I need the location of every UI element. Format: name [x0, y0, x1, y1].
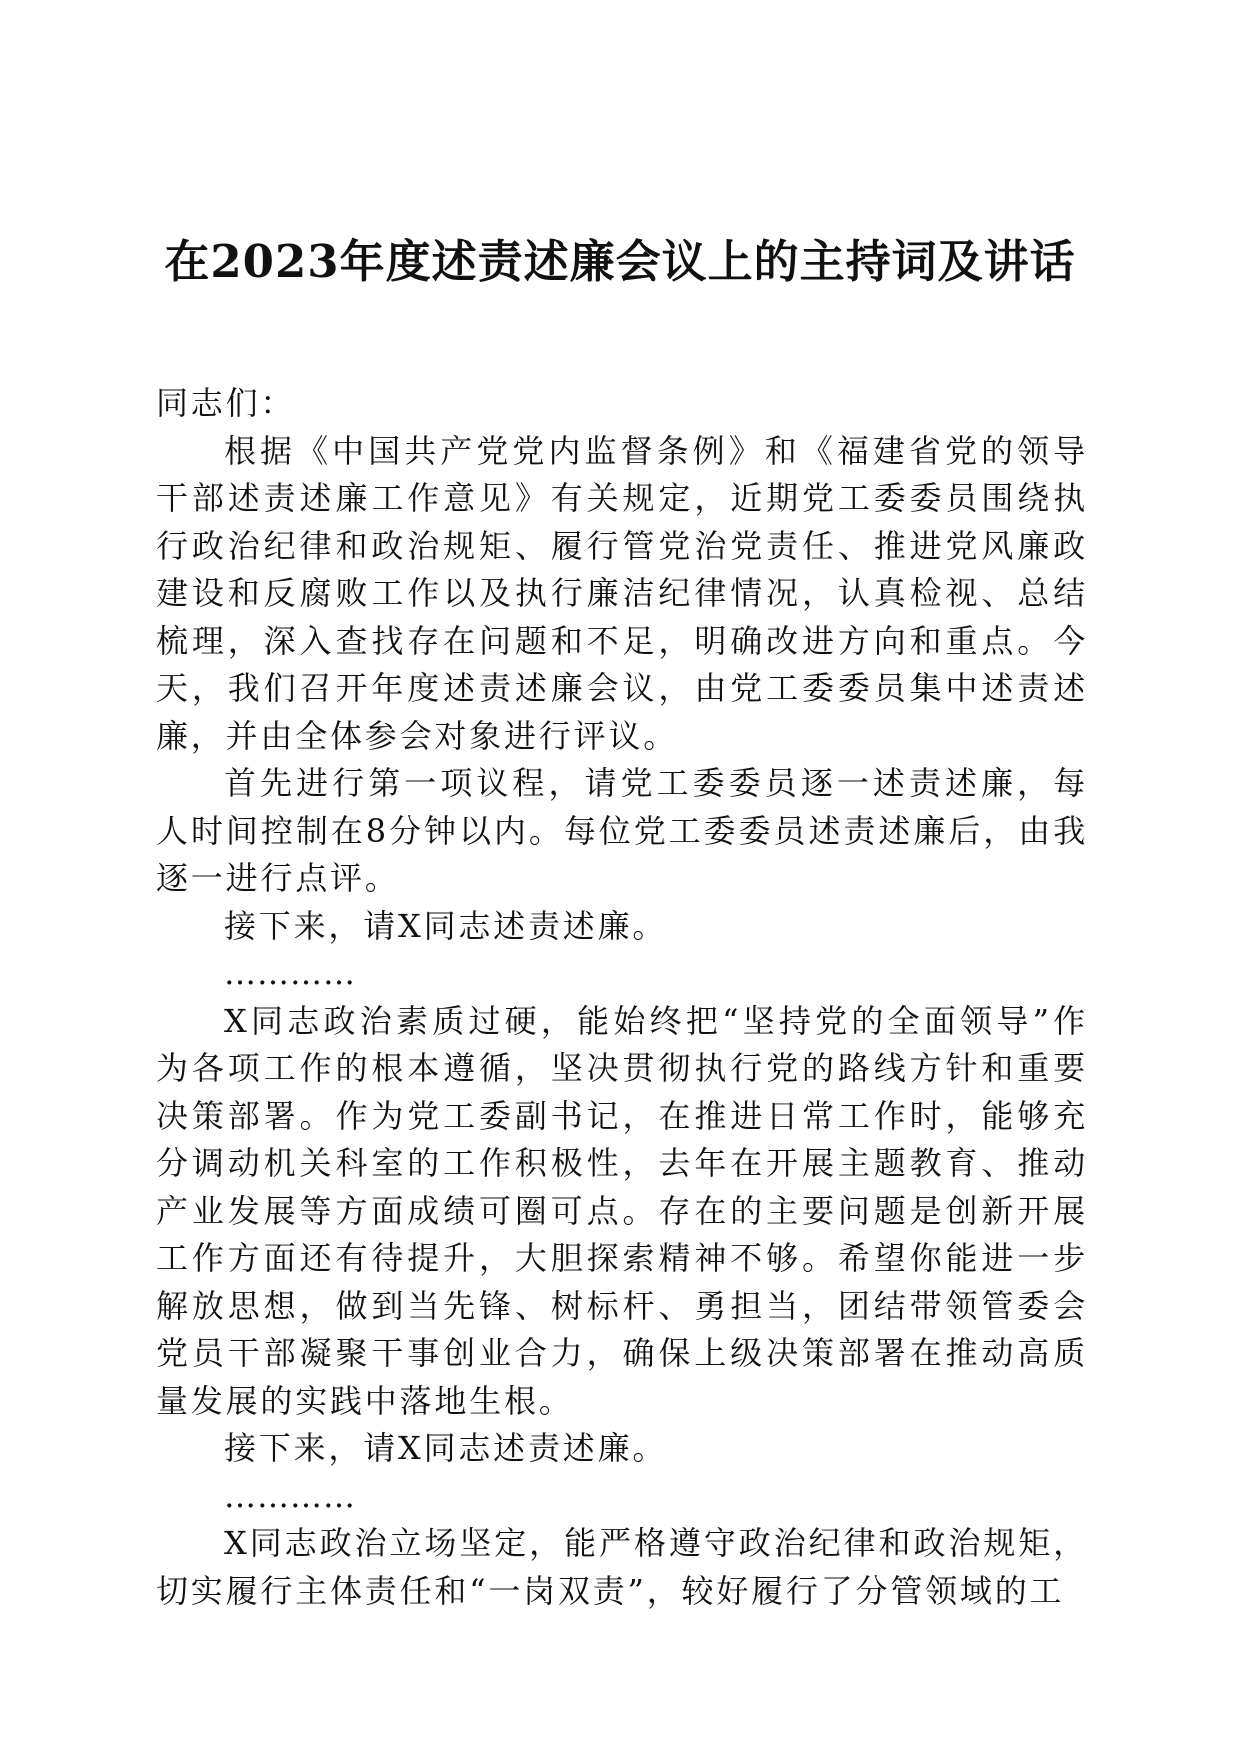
document-body	[156, 380, 1088, 1615]
salutation: 同志们：	[156, 384, 296, 422]
document-title: 在2023年度述责述廉会议上的主持词及讲话	[164, 235, 1076, 288]
paragraph-comment: X同志政治立场坚定，能严格遵守政治纪律和政治规矩，切实履行主体责任和“一岗双责”，较好履行了分管领域的工	[156, 1524, 1088, 1610]
paragraph-ellipsis: …………	[224, 1476, 356, 1515]
paragraph-ellipsis: …………	[224, 954, 356, 992]
paragraph-agenda: 首先进行第一项议程，请党工委委员逐一述责述廉，每人时间控制在8分钟以内。每位党工委委员述责述廉后，由我逐一进行点评。	[156, 764, 1088, 897]
paragraph-next-speaker: 接下来，请X同志述责述廉。	[224, 1429, 668, 1467]
paragraph-next-speaker: 接下来，请X同志述责述廉。	[224, 906, 668, 945]
paragraph-comment: X同志政治素质过硬，能始终把“坚持党的全面领导”作为各项工作的根本遵循，坚决贯彻执行党的路线方针和重要决策部署。作为党工委副书记，在推进日常工作时，能够充分调动机关科室的工作积极性，去年在开展主题教育、推动产业发展等方面成绩可圈可点。存在的主要问题是创新开展工作方面还有待提升，大胆探索精神不够。希望你能进一步解放思想，做到当先锋、树标杆、勇担当，团结带领管委会党员干部凝聚干事创业合力，确保上级决策部署在推动高质量发展的实践中落地生根。	[156, 1001, 1088, 1420]
paragraph-intro: 根据《中国共产党党内监督条例》和《福建省党的领导干部述责述廉工作意见》有关规定，近期党工委委员围绕执行政治纪律和政治规矩、履行管党治党责任、推进党风廉政建设和反腐败工作以及执行廉洁纪律情况，认真检视、总结梳理，深入查找存在问题和不足，明确改进方向和重点。今天，我们召开年度述责述廉会议，由党工委委员集中述责述廉，并由全体参会对象进行评议。	[156, 431, 1088, 755]
